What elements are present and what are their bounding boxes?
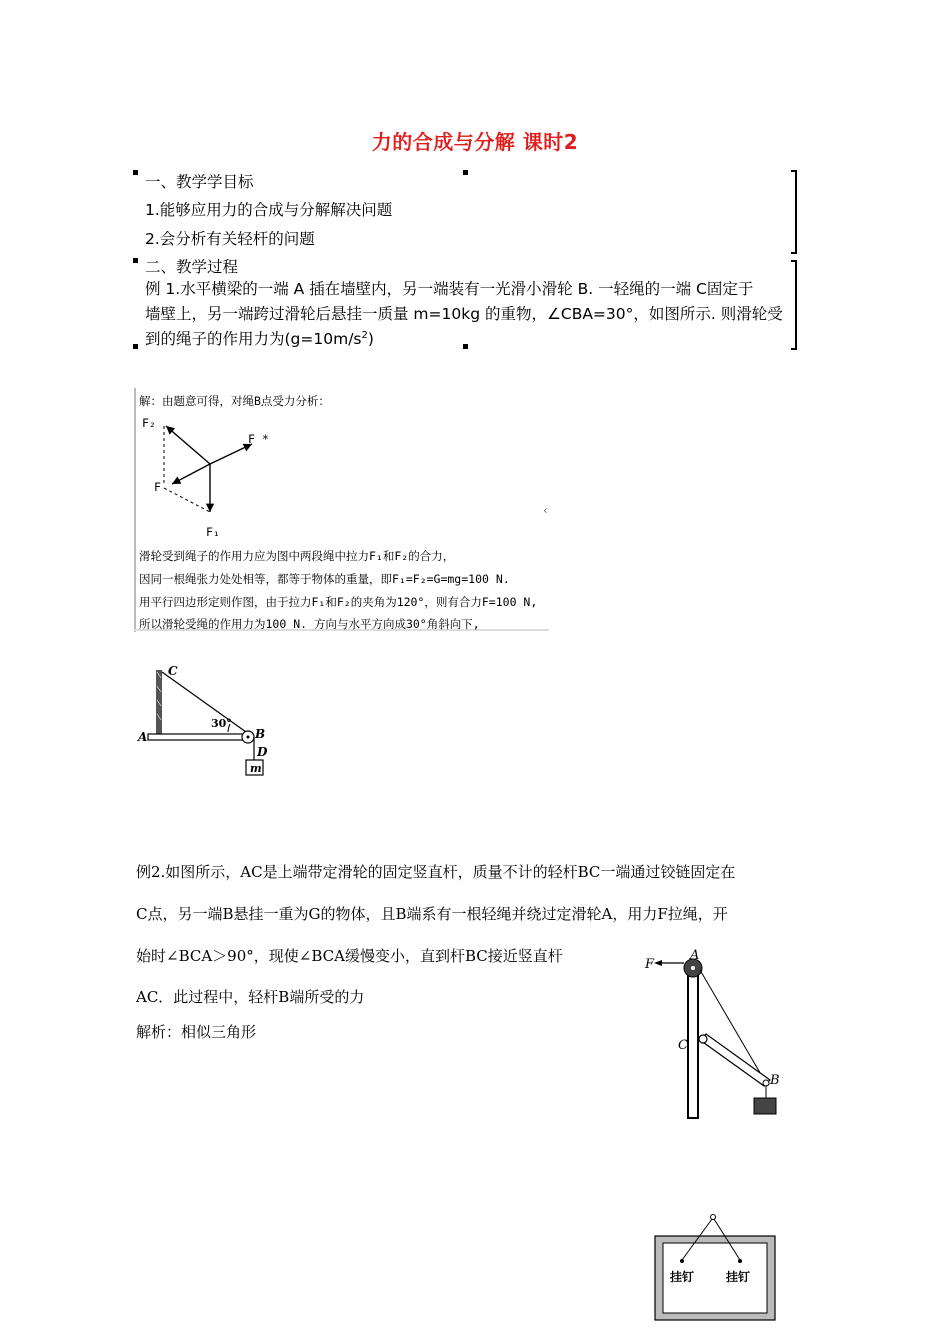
example1-line2: 墙壁上，另一端跨过滑轮后悬挂一质量 m=10kg 的重物，∠CBA=30°，如图所示. 则滑轮受 [145,305,783,323]
stray-mark: ‹ [542,503,549,517]
fig2-label-f: F [645,957,655,972]
label-f: F [154,480,161,494]
fig2-label-b: B [770,1073,780,1088]
resize-handle-right-bottom[interactable] [791,260,797,350]
goals-heading: 一、教学学目标 [145,173,254,191]
fig1-label-d: D [257,745,268,759]
fstar-vector [210,444,252,464]
nail-label-left: 挂钉 [670,1270,695,1284]
solution-image [134,388,549,632]
fig1-angle: 30° [211,717,232,730]
f-vector [172,464,210,484]
fig1-label-b: B [255,727,266,741]
example2-line4: AC．此过程中，轻杆B端所受的力 [136,988,365,1006]
fig2-label-a: A [690,948,700,963]
process-heading: 二、教学过程 [145,258,239,276]
figure-picture-frame [650,1210,780,1322]
fig1-label-c: C [168,664,178,678]
force-diagram [134,408,294,523]
fig2-label-c: C [678,1038,688,1053]
solution-line4: 所以滑轮受绳的作用力为100 N. 方向与水平方向成30°角斜向下, [139,617,480,631]
page-title: 力的合成与分解 课时2 [371,130,579,154]
resize-handle-right-top[interactable] [791,170,797,254]
example1-line1: 例 1.水平横梁的一端 A 插在墙壁内，另一端装有一光滑小滑轮 B. 一轻绳的一端 C固定于 [145,280,754,298]
resize-handle-ml[interactable] [133,258,138,263]
nail-label-right: 挂钉 [726,1270,751,1284]
label-f1: F₁ [206,525,220,539]
resize-handle-bm[interactable] [463,344,468,349]
example2-line2: C点，另一端B悬挂一重为G的物体，且B端系有一根轻绳并绕过定滑轮A，用力F拉绳，开 [136,905,728,923]
label-fstar: F * [248,432,269,446]
example2-line5: 解析：相似三角形 [136,1023,257,1041]
solution-line3: 用平行四边形定则作图，由于拉力F₁和F₂的夹角为120°，则有合力F=100 N, [139,595,538,609]
figure-pole-pulley [640,948,790,1123]
goal-2: 2.会分析有关轻杆的问题 [145,230,315,248]
resize-handle-bl[interactable] [133,344,138,349]
label-f2: F₂ [142,416,156,430]
f2-vector [166,426,210,464]
fig1-label-a: A [138,730,148,744]
example2-line3: 始时∠BCA＞90°，现使∠BCA缓慢变小，直到杆BC接近竖直杆 [136,947,563,965]
example1-line3: 到的绳子的作用力为$(g=10m/s^2)$ [145,329,374,348]
solution-line1: 滑轮受到绳子的作用力应为图中两段绳中拉力F₁和F₂的合力， [139,549,455,563]
resize-handle-tl[interactable] [133,170,138,175]
fig1-label-m: m [250,762,262,775]
example2-line1: 例2.如图所示，AC是上端带定滑轮的固定竖直杆，质量不计的轻杆BC一端通过铰链固定在 [136,863,736,881]
solution-line2: 因同一根绳张力处处相等，都等于物体的重量，即F₁=F₂=G=mg=100 N. [139,572,510,586]
resize-handle-tm[interactable] [463,170,468,175]
goal-1: 1.能够应用力的合成与分解解决问题 [145,201,393,219]
solution-header: 解：由题意可得，对绳B点受力分析： [139,394,330,408]
